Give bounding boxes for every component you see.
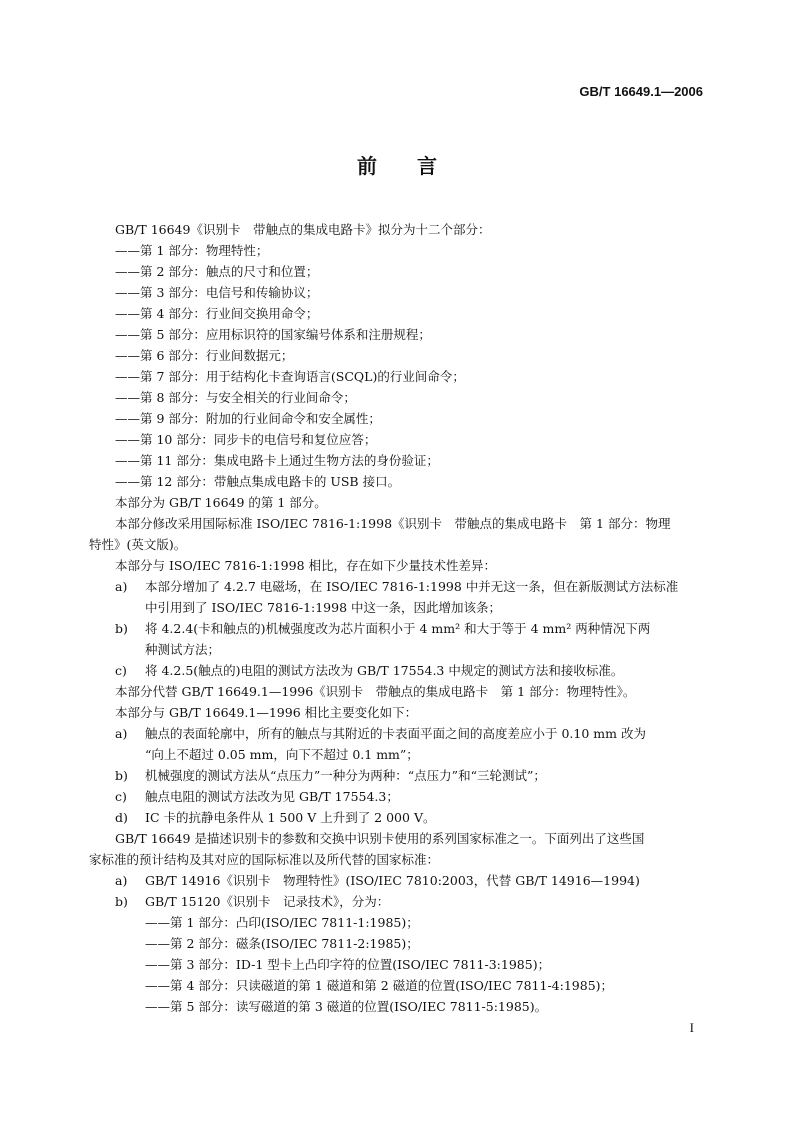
part-item: ——第 7 部分：用于结构化卡查询语言(SCQL)的行业间命令； (115, 369, 465, 384)
part-item: ——第 11 部分：集成电路卡上通过生物方法的身份验证； (115, 453, 439, 468)
list-text: IC 卡的抗静电条件从 1 500 V 上升到了 2 000 V。 (145, 810, 436, 825)
diff-item-c (89, 660, 705, 681)
part-item: ——第 1 部分：物理特性； (115, 243, 269, 258)
series-paragraph-line1: GB/T 16649 是描述识别卡的参数和交换中识别卡使用的系列国家标准之一。下面列出了这些国 (115, 831, 645, 846)
change-item-d (89, 807, 705, 828)
change-item-b (89, 765, 705, 786)
list-label: c) (115, 663, 127, 678)
document-body (89, 219, 705, 1017)
list-text: 触点电阻的测试方法改为见 GB/T 17554.3； (145, 789, 399, 804)
diff-paragraph: 本部分与 ISO/IEC 7816-1:1998 相比，存在如下少量技术性差异： (115, 558, 497, 573)
part-item: ——第 2 部分：触点的尺寸和位置； (115, 264, 319, 279)
list-text: GB/T 14916《识别卡 物理特性》(ISO/IEC 7810:2003，代替 GB/T 14916—1994) (145, 873, 640, 888)
standard-number: GB/T 16649.1—2006 (579, 84, 703, 99)
part-item: ——第 12 部分：带触点集成电路卡的 USB 接口。 (115, 474, 401, 489)
adopt-paragraph-line2: 特性》(英文版)。 (89, 537, 187, 552)
series-paragraph-line2: 家标准的预计结构及其对应的国际标准以及所代替的国家标准： (89, 852, 440, 867)
series-item-b (89, 891, 705, 912)
series-item-a (89, 870, 705, 891)
page-number: I (689, 1020, 694, 1035)
list-text-continued: 中引用到了 ISO/IEC 7816-1:1998 中这一条，因此增加该条； (145, 600, 502, 615)
part-item: ——第 8 部分：与安全相关的行业间命令； (115, 390, 356, 405)
part-item: ——第 4 部分：行业间交换用命令； (115, 306, 319, 321)
sub-part-item: ——第 2 部分：磁条(ISO/IEC 7811-2:1985)； (145, 936, 419, 951)
replace-paragraph: 本部分代替 GB/T 16649.1—1996《识别卡 带触点的集成电路卡 第 1 部分：物理特性》。 (115, 684, 636, 699)
list-label: d) (115, 810, 128, 825)
part-item: ——第 3 部分：电信号和传输协议； (115, 285, 319, 300)
list-label: a) (115, 873, 128, 888)
sub-part-item: ——第 1 部分：凸印(ISO/IEC 7811-1:1985)； (145, 915, 419, 930)
list-label: c) (115, 789, 127, 804)
list-text: 将 4.2.4(卡和触点的)机械强度改为芯片面积小于 4 mm² 和大于等于 4 mm² 两种情况下两 (145, 621, 651, 636)
list-label: b) (115, 894, 128, 909)
list-text-continued: “向上不超过 0.05 mm，向下不超过 0.1 mm”； (145, 747, 419, 762)
sub-part-item: ——第 3 部分：ID-1 型卡上凸印字符的位置(ISO/IEC 7811-3:1985)； (145, 957, 551, 972)
list-text: 触点的表面轮廓中，所有的触点与其附近的卡表面平面之间的高度差应小于 0.10 mm 改为 (145, 726, 646, 741)
diff-item-b (89, 618, 705, 639)
list-text: 本部分增加了 4.2.7 电磁场，在 ISO/IEC 7816-1:1998 中并无这一条，但在新版测试方法标准 (145, 579, 679, 594)
list-text: GB/T 15120《识别卡 记录技术》，分为： (145, 894, 390, 909)
list-label: a) (115, 579, 128, 594)
part-item: ——第 5 部分：应用标识符的国家编号体系和注册规程； (115, 327, 431, 342)
diff-item-a (89, 576, 705, 597)
page-title: 前言 (357, 154, 477, 178)
sub-part-item: ——第 5 部分：读写磁道的第 3 磁道的位置(ISO/IEC 7811-5:1985)。 (145, 999, 548, 1014)
sub-part-item: ——第 4 部分：只读磁道的第 1 磁道和第 2 磁道的位置(ISO/IEC 7811-4:1985)； (145, 978, 614, 993)
change-item-c (89, 786, 705, 807)
changes-paragraph: 本部分与 GB/T 16649.1—1996 相比主要变化如下： (115, 705, 418, 720)
list-label: b) (115, 621, 128, 636)
list-text-continued: 种测试方法； (145, 642, 221, 657)
list-label: b) (115, 768, 128, 783)
part-item: ——第 6 部分：行业间数据元； (115, 348, 294, 363)
part-item: ——第 10 部分：同步卡的电信号和复位应答； (115, 432, 377, 447)
list-text: 将 4.2.5(触点的)电阻的测试方法改为 GB/T 17554.3 中规定的测试方法和接收标准。 (145, 663, 624, 678)
part-item: ——第 9 部分：附加的行业间命令和安全属性； (115, 411, 381, 426)
intro-paragraph: GB/T 16649《识别卡 带触点的集成电路卡》拟分为十二个部分： (115, 222, 491, 237)
change-item-a (89, 723, 705, 744)
list-label: a) (115, 726, 128, 741)
list-text: 机械强度的测试方法从“点压力”一种分为两种：“点压力”和“三轮测试”； (145, 768, 546, 783)
this-part-paragraph: 本部分为 GB/T 16649 的第 1 部分。 (115, 495, 327, 510)
adopt-paragraph-line1: 本部分修改采用国际标准 ISO/IEC 7816-1:1998《识别卡 带触点的集成电路卡 第 1 部分：物理 (115, 516, 671, 531)
